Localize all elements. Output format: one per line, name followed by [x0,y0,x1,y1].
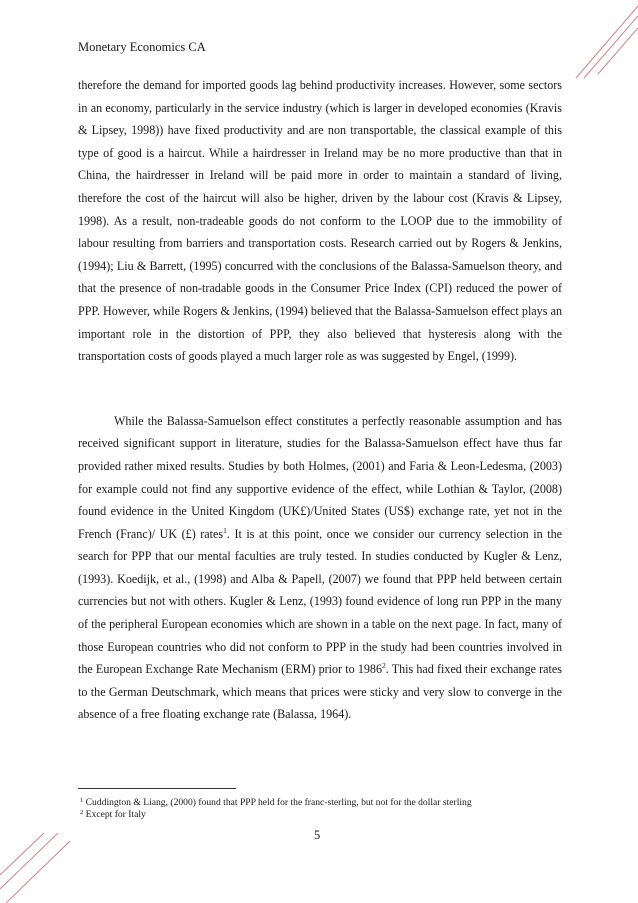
footnote-1 [80,797,560,809]
footnote-ref-1[interactable]: 1 [223,525,227,535]
running-header: Monetary Economics CA [78,40,206,54]
paragraph-2-part-1: While the Balassa-Samuelson effect constitutes a perfectly reasonable assumption and has received significant support in literature, studies for the Balassa-Samuelson effect have thus far provided rather mixed results. Studies by both Holmes, (2001) and Faria & Leon-Ledesma, (2003) for example could not find any supportive evidence of the effect, while Lothian & Taylor, (2008) found evidence in the United Kingdom (UK£)/United States (US$) exchange rate, yet not in the French (Franc)/ UK (£) rates [78,413,562,541]
paragraph-1: therefore the demand for imported goods lag behind productivity increases. However, some sectors in an economy, particularly in the service industry (which is larger in developed economies (Kravis & Lipsey, 1998)) have fixed productivity and are non transportable, the classical example of this type of good is a haircut. While a hairdresser in Ireland may be no more productive than that in China, the hairdresser in Ireland will be paid more in order to maintain a standard of living, therefore the cost of the haircut will also be higher, driven by the labour cost (Kravis & Lipsey, 1998). As a result, non-tradeable goods do not conform to the LOOP due to the immobility of labour resulting from barriers and transportation costs. Research carried out by Rogers & Jenkins, (1994); Liu & Barrett, (1995) concurred with the conclusions of the Balassa-Samuelson theory, and that the presence of non-tradable goods in the Consumer Price Index (CPI) reduced the power of PPP. However, while Rogers & Jenkins, (1994) believed that the Balassa-Samuelson effect plays an important role in the distortion of PPP, they also believed that hysteresis along with the transportation costs of goods played a much larger role as was suggested by Engel, (1999). [78,78,562,364]
corner-decoration-top-right [568,0,638,80]
footnote-text: Cuddington & Liang, (2000) found that PPP held for the franc-sterling, but not for the dollar sterling [85,797,472,808]
footnote-text: Except for Italy [85,809,146,820]
footnote-2 [80,809,560,821]
footnote-marker: 1 [80,797,84,804]
paragraph-2-part-2: . It is at this point, once we consider our currency selection in the search for PPP that our mental faculties are truly tested. In studies conducted by Kugler & Lenz, (1993). Koedijk, et al., (1998) and Alba & Papell, (2007) we found that PPP held between certain currencies but not with others. Kugler & Lenz, (1993) found evidence of long run PPP in the many of the peripheral European economies which are shown in a table on the next page. In fact, many of those European countries who did not conform to PPP in the study had been countries involved in the European Exchange Rate Mechanism (ERM) prior to 1986 [78,526,563,677]
paragraph-2-part-3: . This had fixed their exchange rates to the German Deutschmark, which means that prices were sticky and very slow to converge in the absence of a free floating exchange rate (Balassa, 1964). [78,662,562,722]
paragraph-2 [78,410,562,726]
footnotes [80,797,560,821]
page-number: 5 [314,828,321,842]
corner-decoration-bottom-left [0,833,70,903]
footnote-marker: 2 [80,809,84,816]
body-text [78,74,562,726]
footnote-ref-2[interactable]: 2 [382,661,386,671]
footnote-separator [78,788,236,789]
